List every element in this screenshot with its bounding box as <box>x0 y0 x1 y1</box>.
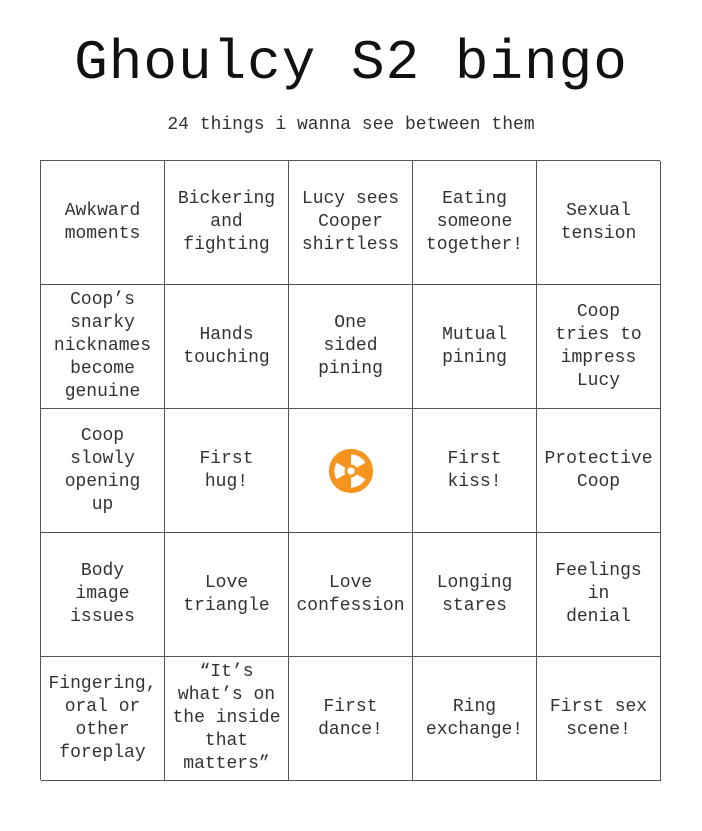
bingo-cell[interactable] <box>413 533 537 657</box>
bingo-cell-label: First sex scene! <box>549 696 648 740</box>
bingo-cell-label: Hands touching <box>183 324 270 368</box>
bingo-cell[interactable] <box>165 533 289 657</box>
bingo-cell[interactable] <box>413 161 537 285</box>
bingo-cell-label: Coop’s snarky nicknames become genuine <box>53 290 152 402</box>
bingo-cell-label: Feelings in denial <box>555 561 642 627</box>
bingo-cell[interactable] <box>413 285 537 409</box>
bingo-cell[interactable] <box>413 409 537 533</box>
bingo-cell[interactable] <box>41 161 165 285</box>
free-space-cell[interactable] <box>289 409 413 533</box>
bingo-cell[interactable] <box>537 533 661 657</box>
bingo-cell-label: Protective Coop <box>544 448 653 492</box>
radioactive-icon <box>328 448 374 494</box>
bingo-cell[interactable] <box>41 285 165 409</box>
page-subtitle: 24 things i wanna see between them <box>167 115 535 135</box>
bingo-cell-label: One sided pining <box>318 313 383 379</box>
bingo-cell-label: First hug! <box>199 448 254 492</box>
bingo-cell-label: First dance! <box>318 696 383 740</box>
bingo-cell[interactable] <box>537 409 661 533</box>
bingo-cell[interactable] <box>537 285 661 409</box>
bingo-cell-label: Coop tries to impress Lucy <box>555 301 642 391</box>
bingo-cell-label: Love confession <box>296 572 405 616</box>
bingo-cell-label: Sexual tension <box>560 200 637 244</box>
bingo-grid <box>40 160 660 780</box>
bingo-cell-label: First kiss! <box>447 448 502 492</box>
bingo-cell-label: Mutual pining <box>442 324 507 368</box>
bingo-cell[interactable] <box>165 409 289 533</box>
bingo-cell-label: Longing stares <box>436 572 513 616</box>
bingo-cell[interactable] <box>537 161 661 285</box>
bingo-cell-label: Ring exchange! <box>425 696 524 740</box>
bingo-cell[interactable] <box>165 285 289 409</box>
bingo-cell-label: Lucy sees Cooper shirtless <box>301 189 400 255</box>
bingo-cell[interactable] <box>41 657 165 781</box>
bingo-cell[interactable] <box>165 657 289 781</box>
bingo-cell-label: Coop slowly opening up <box>64 425 141 515</box>
bingo-cell[interactable] <box>537 657 661 781</box>
bingo-cell[interactable] <box>41 533 165 657</box>
bingo-cell-label: Bickering and fighting <box>177 189 276 255</box>
bingo-cell-label: Eating someone together! <box>425 189 524 255</box>
bingo-cell-label: Love triangle <box>183 572 270 616</box>
bingo-cell[interactable] <box>289 533 413 657</box>
bingo-cell-label: “It’s what’s on the inside that matters” <box>172 662 281 774</box>
page-title: Ghoulcy S2 bingo <box>74 31 628 95</box>
bingo-cell[interactable] <box>289 161 413 285</box>
bingo-cell[interactable] <box>413 657 537 781</box>
bingo-cell[interactable] <box>289 285 413 409</box>
bingo-cell[interactable] <box>289 657 413 781</box>
bingo-cell[interactable] <box>165 161 289 285</box>
bingo-cell[interactable] <box>41 409 165 533</box>
bingo-cell-label: Fingering, oral or other foreplay <box>48 673 157 763</box>
bingo-cell-label: Body image issues <box>70 561 135 627</box>
bingo-cell-label: Awkward moments <box>64 200 141 244</box>
